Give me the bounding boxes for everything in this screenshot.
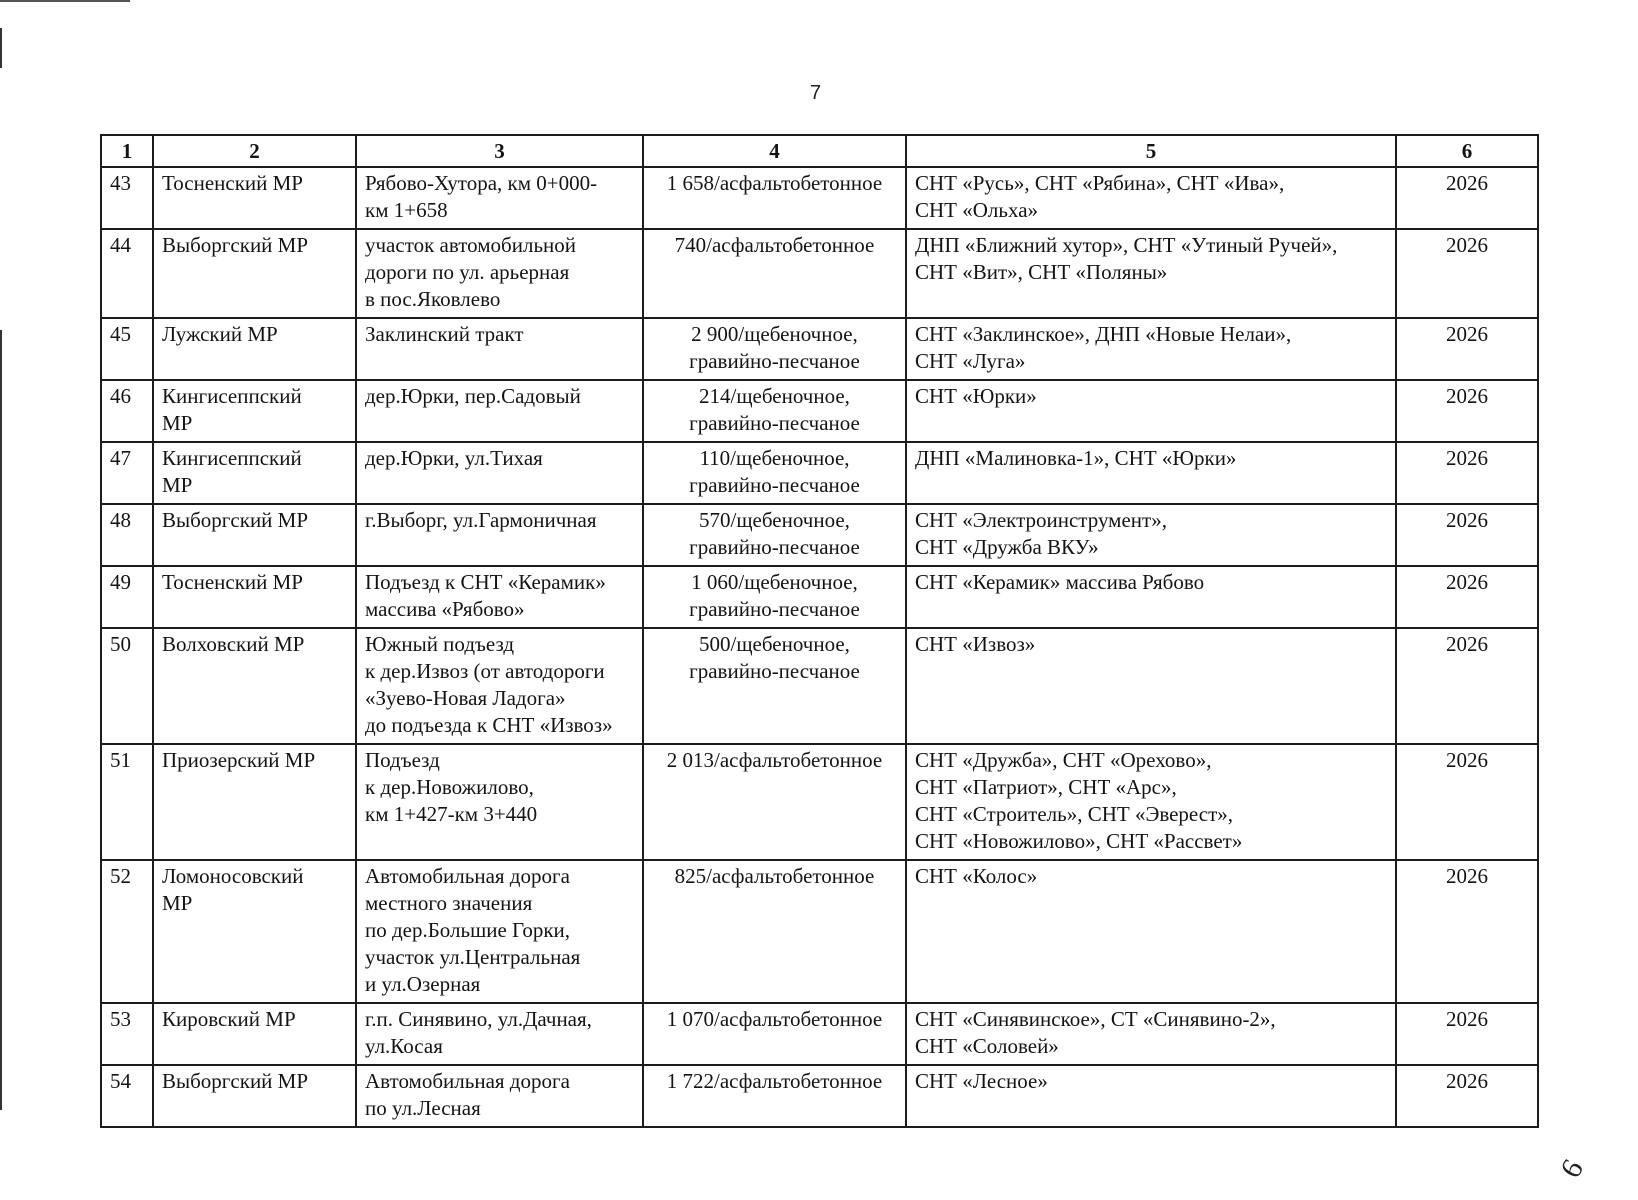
row-number-cell [101,318,153,380]
left-edge-mark [0,28,2,68]
cell-text: СНТ «Вит», СНТ «Поляны» [915,260,1168,284]
length-surface-cell [643,566,906,628]
cell-text: Тосненский МР [162,570,303,594]
cell-text: СНТ «Дружба ВКУ» [915,535,1099,559]
cell-text: МР [162,411,193,435]
year-cell [1396,167,1538,229]
cell-text: 2026 [1446,1069,1488,1093]
row-number-cell [101,380,153,442]
cell-text: к дер.Извоз (от автодороги [365,659,605,683]
length-surface-cell [643,229,906,318]
associations-cell [906,380,1396,442]
cell-text: МР [162,891,193,915]
margin-handwritten-mark: 6 [1554,1154,1591,1184]
cell-text: гравийно-песчаное [689,411,860,435]
district-cell [153,628,356,744]
cell-text: 1 060/щебеночное, [691,570,858,594]
cell-text: участок автомобильной [365,233,577,257]
cell-text: дер.Юрки, ул.Тихая [365,446,543,470]
length-surface-cell [643,442,906,504]
district-cell [153,442,356,504]
cell-text: гравийно-песчаное [689,535,860,559]
year-cell [1396,1003,1538,1065]
cell-text: СНТ «Лесное» [915,1069,1048,1093]
cell-text: км 1+427-км 3+440 [365,802,538,826]
cell-text: Выборгский МР [162,233,309,257]
column-header: 1 [101,135,153,167]
cell-text: СНТ «Соловей» [915,1034,1059,1058]
length-surface-cell [643,167,906,229]
cell-text: 1 070/асфальтобетонное [666,1007,883,1031]
associations-cell [906,860,1396,1003]
cell-text: СНТ «Русь», СНТ «Рябина», СНТ «Ива», [915,171,1285,195]
length-surface-cell [643,318,906,380]
cell-text: участок ул.Центральная [365,945,581,969]
associations-cell [906,566,1396,628]
cell-text: 50 [110,632,131,656]
cell-text: дороги по ул. арьерная [365,260,570,284]
cell-text: 48 [110,508,131,532]
cell-text: 110/щебеночное, [699,446,850,470]
cell-text: до подъезда к СНТ «Извоз» [365,713,613,737]
district-cell [153,744,356,860]
year-cell [1396,860,1538,1003]
page-number: 7 [810,82,822,104]
table-row [101,229,1538,318]
cell-text: Выборгский МР [162,508,309,532]
cell-text: 2026 [1446,171,1488,195]
cell-text: 2026 [1446,748,1488,772]
year-cell [1396,1065,1538,1127]
left-edge-mark [0,330,2,1110]
table-row [101,744,1538,860]
road-name-cell [356,1003,643,1065]
year-cell [1396,504,1538,566]
cell-text: Автомобильная дорога [365,864,570,888]
year-cell [1396,628,1538,744]
table-row [101,167,1538,229]
cell-text: Заклинский тракт [365,322,524,346]
cell-text: СНТ «Новожилово», СНТ «Рассвет» [915,829,1243,853]
cell-text: гравийно-песчаное [689,473,860,497]
cell-text: Лужский МР [162,322,278,346]
row-number-cell [101,628,153,744]
cell-text: 52 [110,864,131,888]
district-cell [153,860,356,1003]
table-row [101,504,1538,566]
year-cell [1396,744,1538,860]
cell-text: Южный подъезд [365,632,515,656]
cell-text: 740/асфальтобетонное [674,233,875,257]
associations-cell [906,744,1396,860]
cell-text: в пос.Яковлево [365,287,501,311]
row-number-cell [101,442,153,504]
cell-text: и ул.Озерная [365,972,481,996]
length-surface-cell [643,1003,906,1065]
cell-text: 53 [110,1007,131,1031]
cell-text: 2 013/асфальтобетонное [666,748,883,772]
row-number-cell [101,566,153,628]
cell-text: Кингисеппский [162,446,302,470]
row-number-cell [101,1003,153,1065]
cell-text: СНТ «Синявинское», СТ «Синявино-2», [915,1007,1276,1031]
table-row [101,1003,1538,1065]
district-cell [153,1065,356,1127]
road-list-table [100,134,1539,1128]
road-name-cell [356,318,643,380]
associations-cell [906,1003,1396,1065]
row-number-cell [101,229,153,318]
cell-text: 500/щебеночное, [699,632,850,656]
cell-text: 1 658/асфальтобетонное [666,171,883,195]
cell-text: ДНП «Ближний хутор», СНТ «Утиный Ручей», [915,233,1338,257]
cell-text: Кировский МР [162,1007,296,1031]
cell-text: ул.Косая [365,1034,443,1058]
cell-text: СНТ «Строитель», СНТ «Эверест», [915,802,1234,826]
associations-cell [906,318,1396,380]
road-name-cell [356,860,643,1003]
length-surface-cell [643,380,906,442]
associations-cell [906,167,1396,229]
top-edge-line [0,0,130,2]
cell-text: к дер.Новожилово, [365,775,534,799]
district-cell [153,566,356,628]
row-number-cell [101,1065,153,1127]
cell-text: 43 [110,171,131,195]
cell-text: 1 722/асфальтобетонное [666,1069,883,1093]
cell-text: по дер.Большие Горки, [365,918,571,942]
cell-text: Рябово-Хутора, км 0+000- [365,171,598,195]
cell-text: 2026 [1446,233,1488,257]
cell-text: 2026 [1446,384,1488,408]
year-cell [1396,566,1538,628]
year-cell [1396,380,1538,442]
cell-text: «Зуево-Новая Ладога» [365,686,566,710]
cell-text: 45 [110,322,131,346]
road-name-cell [356,229,643,318]
road-name-cell [356,744,643,860]
cell-text: г.Выборг, ул.Гармоничная [365,508,597,532]
cell-text: Выборгский МР [162,1069,309,1093]
table-body [101,167,1538,1127]
cell-text: СНТ «Патриот», СНТ «Арс», [915,775,1177,799]
road-name-cell [356,566,643,628]
length-surface-cell [643,504,906,566]
cell-text: гравийно-песчаное [689,659,860,683]
cell-text: СНТ «Ольха» [915,198,1039,222]
cell-text: 54 [110,1069,131,1093]
cell-text: 46 [110,384,131,408]
year-cell [1396,442,1538,504]
cell-text: Волховский МР [162,632,305,656]
road-name-cell [356,167,643,229]
cell-text: СНТ «Заклинское», ДНП «Новые Нелаи», [915,322,1292,346]
cell-text: 570/щебеночное, [699,508,850,532]
cell-text: 2 900/щебеночное, [691,322,858,346]
cell-text: Подъезд [365,748,440,772]
column-header: 2 [153,135,356,167]
cell-text: СНТ «Электроинструмент», [915,508,1167,532]
district-cell [153,318,356,380]
cell-text: Ломоносовский [162,864,304,888]
length-surface-cell [643,744,906,860]
cell-text: 2026 [1446,446,1488,470]
cell-text: 2026 [1446,508,1488,532]
associations-cell [906,504,1396,566]
district-cell [153,229,356,318]
cell-text: дер.Юрки, пер.Садовый [365,384,581,408]
table-header-row [101,135,1538,167]
year-cell [1396,318,1538,380]
table-row [101,1065,1538,1127]
cell-text: г.п. Синявино, ул.Дачная, [365,1007,592,1031]
cell-text: СНТ «Керамик» массива Рябово [915,570,1205,594]
cell-text: 2026 [1446,322,1488,346]
length-surface-cell [643,628,906,744]
length-surface-cell [643,1065,906,1127]
cell-text: Подъезд к СНТ «Керамик» [365,570,606,594]
column-header: 4 [643,135,906,167]
cell-text: 2026 [1446,632,1488,656]
table-row [101,628,1538,744]
cell-text: по ул.Лесная [365,1096,481,1120]
year-cell [1396,229,1538,318]
table-row [101,318,1538,380]
district-cell [153,1003,356,1065]
cell-text: 2026 [1446,570,1488,594]
cell-text: СНТ «Дружба», СНТ «Орехово», [915,748,1212,772]
district-cell [153,380,356,442]
cell-text: Приозерский МР [162,748,316,772]
associations-cell [906,628,1396,744]
road-name-cell [356,380,643,442]
row-number-cell [101,860,153,1003]
cell-text: ДНП «Малиновка-1», СНТ «Юрки» [915,446,1237,470]
cell-text: СНТ «Луга» [915,349,1026,373]
cell-text: км 1+658 [365,198,448,222]
road-name-cell [356,442,643,504]
associations-cell [906,442,1396,504]
table-row [101,442,1538,504]
road-name-cell [356,628,643,744]
associations-cell [906,1065,1396,1127]
cell-text: 47 [110,446,131,470]
column-header: 6 [1396,135,1538,167]
row-number-cell [101,167,153,229]
column-header: 3 [356,135,643,167]
cell-text: 2026 [1446,864,1488,888]
cell-text: СНТ «Извоз» [915,632,1036,656]
cell-text: МР [162,473,193,497]
row-number-cell [101,744,153,860]
cell-text: СНТ «Юрки» [915,384,1037,408]
district-cell [153,167,356,229]
cell-text: 2026 [1446,1007,1488,1031]
cell-text: 51 [110,748,131,772]
cell-text: 44 [110,233,131,257]
table-row [101,860,1538,1003]
road-name-cell [356,504,643,566]
table-row [101,380,1538,442]
table-row [101,566,1538,628]
cell-text: гравийно-песчаное [689,597,860,621]
associations-cell [906,229,1396,318]
cell-text: Автомобильная дорога [365,1069,570,1093]
road-name-cell [356,1065,643,1127]
cell-text: Кингисеппский [162,384,302,408]
length-surface-cell [643,860,906,1003]
cell-text: СНТ «Колос» [915,864,1038,888]
cell-text: 825/асфальтобетонное [674,864,875,888]
cell-text: 214/щебеночное, [699,384,850,408]
cell-text: 49 [110,570,131,594]
cell-text: массива «Рябово» [365,597,525,621]
cell-text: Тосненский МР [162,171,303,195]
district-cell [153,504,356,566]
cell-text: местного значения [365,891,533,915]
row-number-cell [101,504,153,566]
cell-text: гравийно-песчаное [689,349,860,373]
column-header: 5 [906,135,1396,167]
